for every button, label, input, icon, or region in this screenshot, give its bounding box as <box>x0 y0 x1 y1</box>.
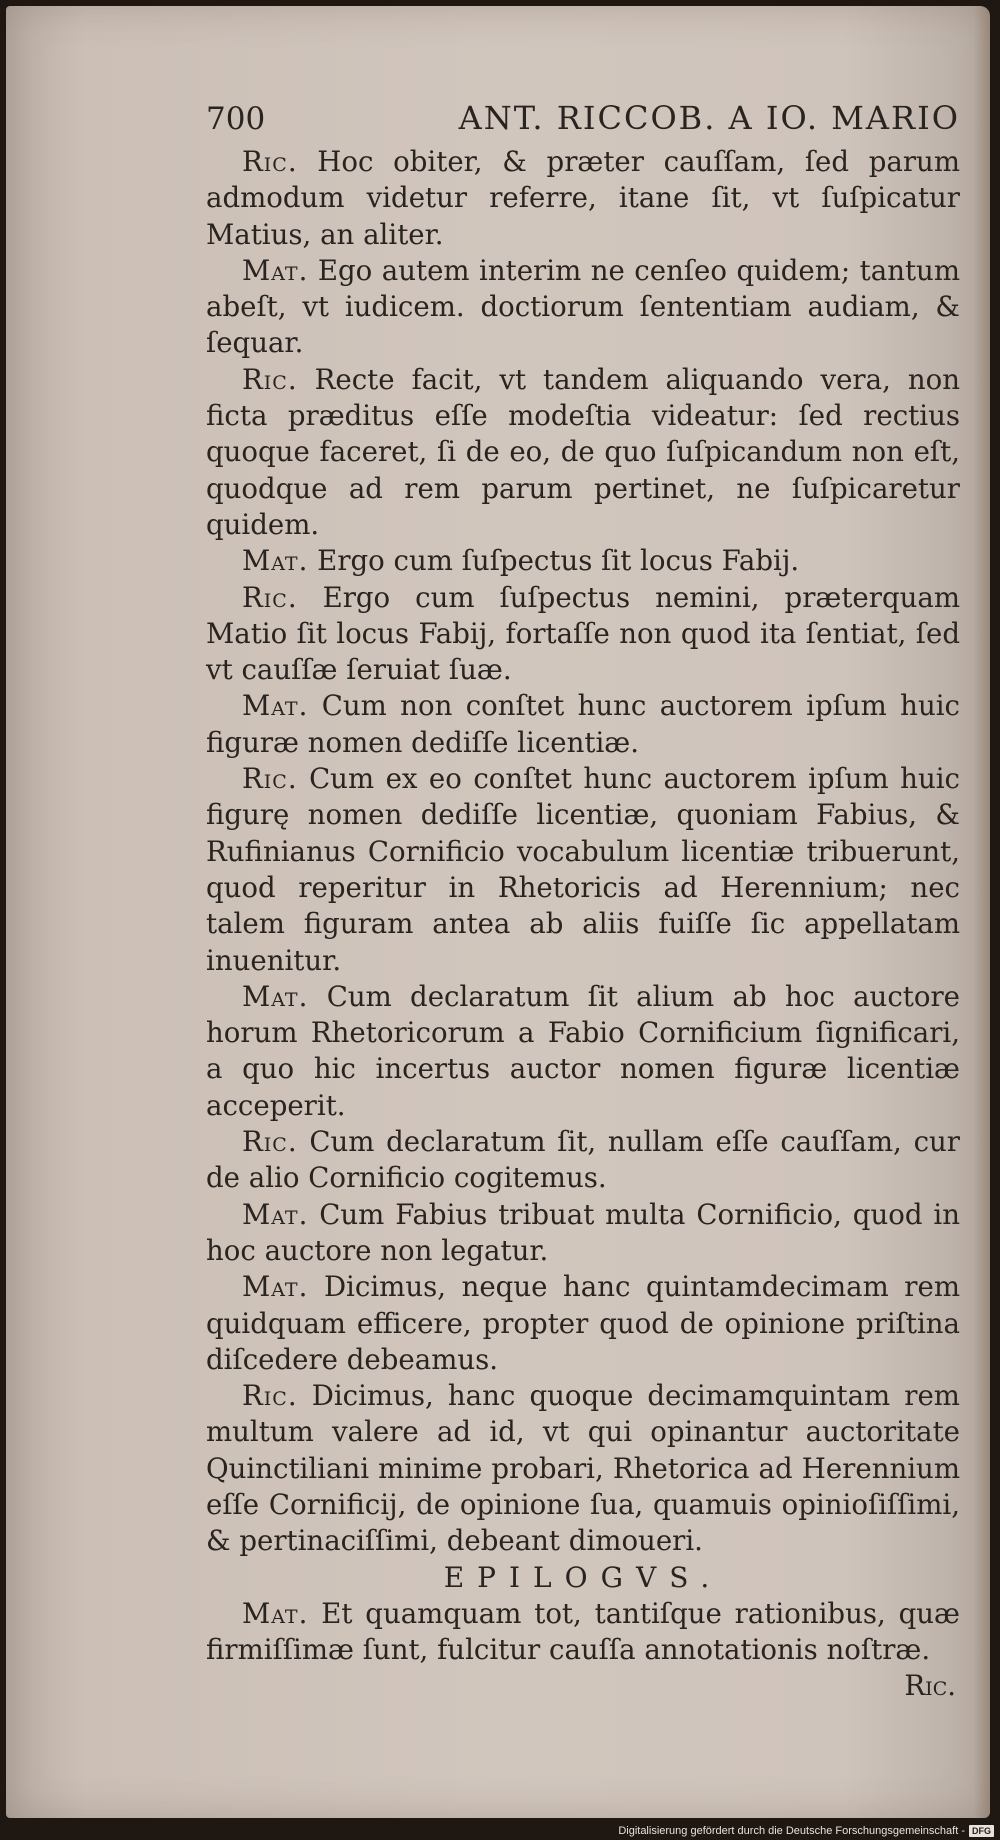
dialogue-body <box>206 144 960 1560</box>
dialogue-paragraph <box>206 1378 960 1559</box>
dialogue-paragraph <box>206 144 960 253</box>
dialogue-paragraph <box>206 580 960 689</box>
dialogue-paragraph <box>206 362 960 543</box>
paragraph-text: Cum declaratum ſit, nullam eſſe cauſſam, cur de alio Cornificio cogitemus. <box>206 1125 960 1195</box>
running-title: ANT. RICCOB. A IO. MARIO <box>458 99 960 137</box>
speaker-label: Mat. <box>242 1197 309 1231</box>
catchword: Ric. <box>904 1669 956 1703</box>
paragraph-text: Cum Fabius tribuat multa Cornificio, quod in hoc auctore non legatur. <box>206 1197 960 1267</box>
digitization-credit <box>618 1825 994 1837</box>
speaker-label: Mat. <box>242 689 309 723</box>
dialogue-paragraph <box>206 1197 960 1270</box>
speaker-label: Ric. <box>242 362 298 396</box>
speaker-label: Ric. <box>242 145 298 178</box>
paragraph-text: Cum ex eo conſtet hunc auctorem ipſum huic figurę nomen dediſſe licentiæ, quoniam Fabius, & Rufinianus Cornificio vocabulum licentiæ tribuerunt, quod reperitur in Rhetoricis ad Herennium; nec talem figuram antea ab aliis fuiſſe ſic appellatam inuenitur. <box>206 762 960 977</box>
credit-text: Digitalisierung gefördert durch die Deutsche Forschungsgemeinschaft - <box>618 1825 965 1837</box>
dialogue-paragraph <box>206 543 960 579</box>
speaker-label: Mat. <box>242 1270 309 1304</box>
paragraph-text: Ego autem interim ne cenſeo quidem; tantum abeſt, vt iudicem. doctiorum ſententiam audiam, & ſequar. <box>206 253 960 360</box>
paragraph-text: Dicimus, neque hanc quintamdecimam rem quidquam efficere, propter quod de opinione priſtina diſcedere debeamus. <box>206 1270 960 1376</box>
page-number: 700 <box>206 101 266 137</box>
dialogue-paragraph <box>206 1124 960 1197</box>
paragraph-text: Hoc obiter, & præter cauſſam, ſed parum admodum videtur referre, itane ſit, vt ſuſpicatur Matius, an aliter. <box>206 145 960 251</box>
paragraph-text: Recte facit, vt tandem aliquando vera, non ficta præditus eſſe modeſtia videatur: ſed rectius quoque faceret, ſi de eo, de quo ſuſpicandum non eſt, quodque ad rem parum pertinet, ne ſuſpicaretur quidem. <box>206 362 960 541</box>
text-block <box>206 92 960 1705</box>
dialogue-paragraph <box>206 253 960 362</box>
paragraph-text: Ergo cum ſuſpectus nemini, præterquam Matio ſit locus Fabij, fortaſſe non quod ita ſentiat, ſed vt cauſſæ ſeruiat ſuæ. <box>206 580 960 687</box>
paragraph-text: Cum non conſtet hunc auctorem ipſum huic figuræ nomen dediſſe licentiæ. <box>206 689 961 759</box>
speaker-label: Mat. <box>242 1596 309 1630</box>
dialogue-paragraph <box>206 688 960 761</box>
speaker-label: Mat. <box>242 544 309 578</box>
paragraph-text: Et quamquam tot, tantiſque rationibus, quæ firmiſſimæ ſunt, fulcitur cauſſa annotationis noſtræ. <box>206 1596 960 1667</box>
paragraph-text: Ergo cum ſuſpectus ſit locus Fabij. <box>317 544 800 578</box>
speaker-label: Ric. <box>242 580 298 614</box>
dialogue-paragraph <box>206 761 960 979</box>
speaker-label: Ric. <box>242 762 298 796</box>
page-edge-shadow <box>974 6 990 1818</box>
dialogue-paragraph <box>206 979 960 1124</box>
dialogue-paragraph <box>206 1269 960 1378</box>
running-head <box>206 92 960 144</box>
paragraph-text: Dicimus, hanc quoque decimamquintam rem multum valere ad id, vt qui opinantur auctoritate Quinctiliani minime probari, Rhetorica ad Herennium eſſe Cornificij, de opinione ſua, quamuis opinioſiſſimi, & pertinaciſſimi, debeant dimoueri. <box>206 1379 960 1558</box>
speaker-label: Ric. <box>242 1125 298 1159</box>
speaker-label: Mat. <box>242 979 309 1013</box>
dfg-logo: DFG <box>969 1825 994 1837</box>
epilogue-paragraph <box>206 1596 960 1669</box>
speaker-label: Mat. <box>242 253 309 287</box>
epilogue-heading: EPILOGVS. <box>443 1560 723 1594</box>
paragraph-text: Cum declaratum ſit alium ab hoc auctore horum Rhetoricorum a Fabio Cornificium ſignificari, a quo hic incertus auctor nomen figuræ licentiæ acceperit. <box>206 979 960 1122</box>
speaker-label: Ric. <box>242 1379 298 1413</box>
